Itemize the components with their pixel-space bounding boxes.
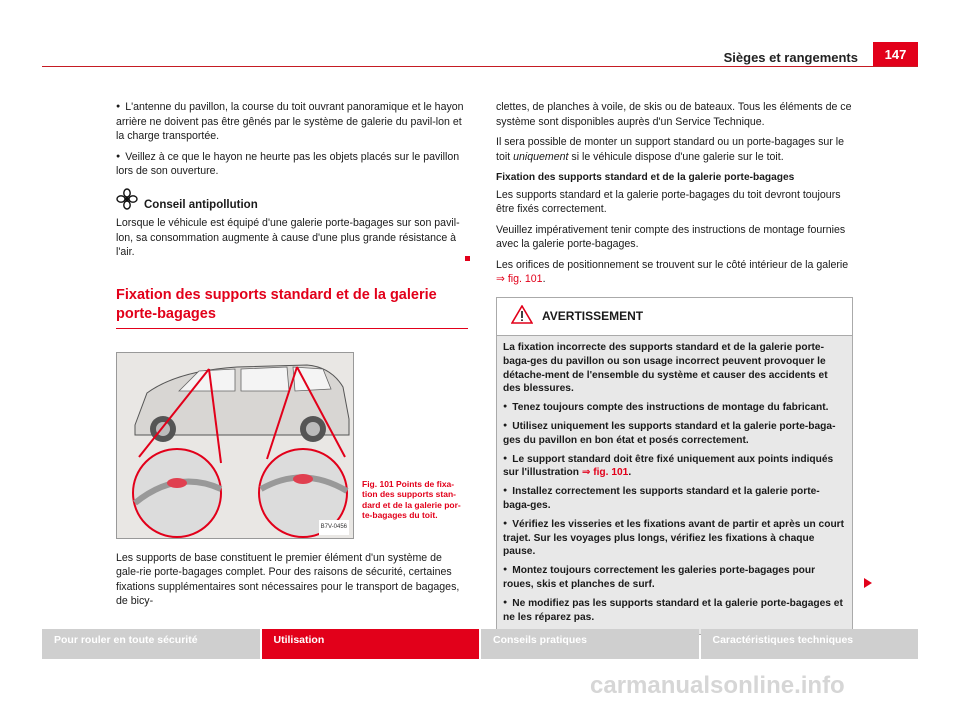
warning-intro: La fixation incorrecte des supports standard et de la galerie porte-baga-ges du pavillon ou son usage incorrect peuvent provoquer le détache-ment de l'ensemble du système et causer des accidents et des blessures. [503, 342, 828, 395]
continue-arrow-icon [864, 578, 872, 588]
paragraph-instructions: Veuillez impérativement tenir compte des instructions de montage fournies avec la galerie porte-bagages. [496, 223, 846, 250]
warning-item: ● Vérifiez les visseries et les fixations avant de partir et après un court trajet. Sur les voyages plus longs, vérifiez les fixations à chaque pause. [503, 517, 846, 559]
paragraph-supports: Les supports de base constituent le premier élément d'un système de gale-rie porte-bagages complet. Pour des raisons de sécurité, certaines fixations supplémentaires sont nécessaires pour le transport de bagages, de bicy- [116, 551, 460, 607]
warning-item: ● Installez correctement les supports standard et la galerie porte-baga-ges. [503, 484, 846, 513]
paragraph-orifices: Les orifices de positionnement se trouvent sur le côté intérieur de la galerie ⇒ fig. 101. [496, 258, 849, 285]
warning-item: ● Ne modifiez pas les supports standard et la galerie porte-bagages et ne les réparez pas. [503, 596, 846, 625]
watermark-text: carmanualsonline.info [590, 672, 845, 699]
bullet-hayon: ● Veillez à ce que le hayon ne heurte pas les objets placés sur le pavillon lors de son ouverture. [116, 150, 468, 179]
subheading: Fixation des supports standard et de la galerie porte-bagages [496, 172, 795, 183]
car-roof-illustration [117, 353, 354, 539]
conseil-header [116, 188, 468, 215]
figure-101 [116, 352, 354, 539]
left-column [116, 100, 468, 615]
figure-code: B7V-0456 [319, 520, 349, 535]
bullet-antenna: ● L'antenne du pavillon, la course du toit ouvrant panoramique et le hayon arrière ne doivent pas être gênés par le système de galerie du pavil-lon et la charge transportée. [116, 100, 468, 144]
figure-row [116, 352, 468, 539]
warning-item: ● Le support standard doit être fixé uniquement aux points indiqués sur l'illustration ⇒ fig. 101. [503, 452, 846, 481]
footer-tab-utilisation[interactable]: Utilisation [262, 629, 480, 659]
warning-title: AVERTISSEMENT [542, 309, 644, 323]
fig-link[interactable]: ⇒ fig. 101 [496, 273, 543, 285]
footer-tab-conseils[interactable]: Conseils pratiques [481, 629, 699, 659]
warning-box [496, 297, 853, 636]
eco-flower-icon [116, 188, 144, 215]
section-title: Fixation des supports standard et de la galerie porte-bagages [116, 286, 468, 329]
page-header-title: Sièges et rangements [723, 50, 858, 65]
right-column [496, 100, 853, 635]
footer-tab-caracteristiques[interactable]: Caractéristiques techniques [701, 629, 919, 659]
fig-link[interactable]: ⇒ fig. 101 [581, 467, 629, 479]
footer-nav [42, 629, 918, 659]
conseil-title: Conseil antipollution [144, 198, 258, 211]
section-end-marker [465, 256, 470, 261]
footer-tab-securite[interactable]: Pour rouler en toute sécurité [42, 629, 260, 659]
warning-item: ● Tenez toujours compte des instructions de montage du fabricant. [503, 400, 846, 415]
header-rule [42, 66, 918, 67]
paragraph-fixation: Les supports standard et la galerie porte-bagages du toit devront toujours être fixés correctement. [496, 188, 841, 215]
conseil-text: Lorsque le véhicule est équipé d'une galerie porte-bagages sur son pavil-lon, sa consommation augmente à cause d'une plus grande résistance à l'air. [116, 217, 460, 258]
warning-header [497, 298, 852, 337]
paragraph-continued: clettes, de planches à voile, de skis ou de bateaux. Tous les éléments de ce système sont disponibles auprès d'un Service Technique. [496, 101, 852, 128]
warning-item: ● Utilisez uniquement les supports standard et la galerie porte-baga-ges du pavillon en bon état et posés correctement. [503, 419, 846, 448]
warning-triangle-icon [507, 305, 542, 329]
paragraph-montage: Il sera possible de monter un support standard ou un porte-bagages sur le toit uniquement si le véhicule dispose d'une galerie sur le toit. [496, 136, 845, 163]
warning-item: ● Montez toujours correctement les galeries porte-bagages pour roues, skis et planches de surf. [503, 563, 846, 592]
figure-caption: Fig. 101 Points de fixa-tion des supports stan-dard et de la galerie por-te-bagages du toit. [362, 478, 461, 520]
warning-body [497, 336, 852, 634]
page-number: 147 [873, 42, 918, 66]
